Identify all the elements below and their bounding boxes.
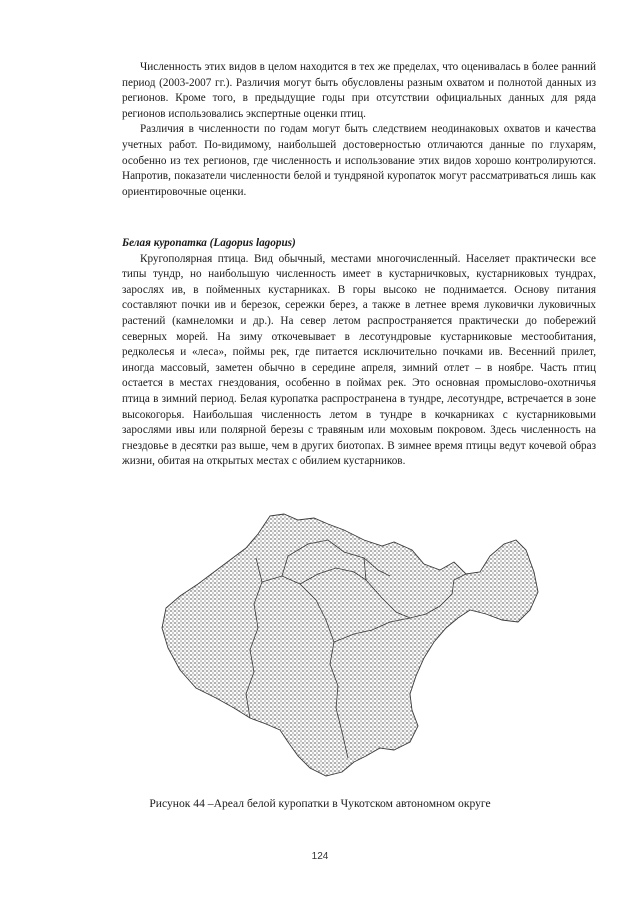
species-heading-latin: Lagopus lagopus bbox=[213, 237, 293, 249]
species-heading-close: ) bbox=[292, 237, 296, 249]
intro-paragraph-2: Различия в численности по годам могут быть следствием неодинаковых охватов и качества учетных работ. По-видимому, наибольшей достоверностью отличаются данные по глухарям, особенно из тех регионов, где численность и использование этих видов хорошо контролируются. Напротив, показатели численности белой и тундряной куропаток могут рассматриваться лишь как ориентировочные оценки. bbox=[122, 123, 596, 198]
species-section bbox=[122, 236, 596, 470]
intro-section bbox=[122, 60, 596, 200]
range-map-figure bbox=[158, 510, 558, 780]
figure-caption: Рисунок 44 –Ареал белой куропатки в Чукотском автономном округе bbox=[149, 797, 491, 810]
page-number: 124 bbox=[311, 851, 329, 862]
species-description: Кругополярная птица. Вид обычный, местами многочисленный. Населяет практически все типы тундр, но наибольшую численность имеет в кустарничковых, кустарниковых тундрах, зарослях ив, в пойменных кустарниках. В горы высоко не поднимается. Основу питания составляют почки ив и березок, сережки берез, а также в летнее время луковички луковичных растений (камнеломки и др.). На север летом распространяется практически до побережий северных морей. На зиму откочевывает в лесотундровые кустарниковые местообитания, редколесья и «леса», поймы рек, где питается исключительно почками ив. Весенний прилет, иногда массовый, заметен обычно в середине апреля, зимний отлет – в ноябре. Часть птиц остается в местах гнездования, особенно в поймах рек. Это основная промыслово-охотничья птица в зимний период. Белая куропатка распространена в тундре, лесотундре, встречается в зоне высокогорья. Наибольшая численность летом в тундре в кочкарниках с кустарниковыми зарослями ивы или полярной березы с травяным или моховым покровом. Здесь численность на гнездовье в десятки раз выше, чем в других биотопах. В зимнее время птицы ведут кочевой образ жизни, обитая на открытых местах с обилием кустарников. bbox=[122, 252, 596, 468]
range-map bbox=[158, 510, 558, 780]
intro-paragraph-1: Численность этих видов в целом находится в тех же пределах, что оценивалась в более ранний период (2003-2007 гг.). Различия могут быть обусловлены разным охватом и полнотой данных из регионов. Кроме того, в предыдущие годы при отсутствии официальных данных для ряда регионов использовались экспертные оценки птиц. bbox=[122, 61, 596, 120]
chukotka-territory bbox=[162, 514, 538, 776]
species-heading-name: Белая куропатка ( bbox=[122, 237, 214, 249]
species-heading bbox=[122, 236, 596, 252]
